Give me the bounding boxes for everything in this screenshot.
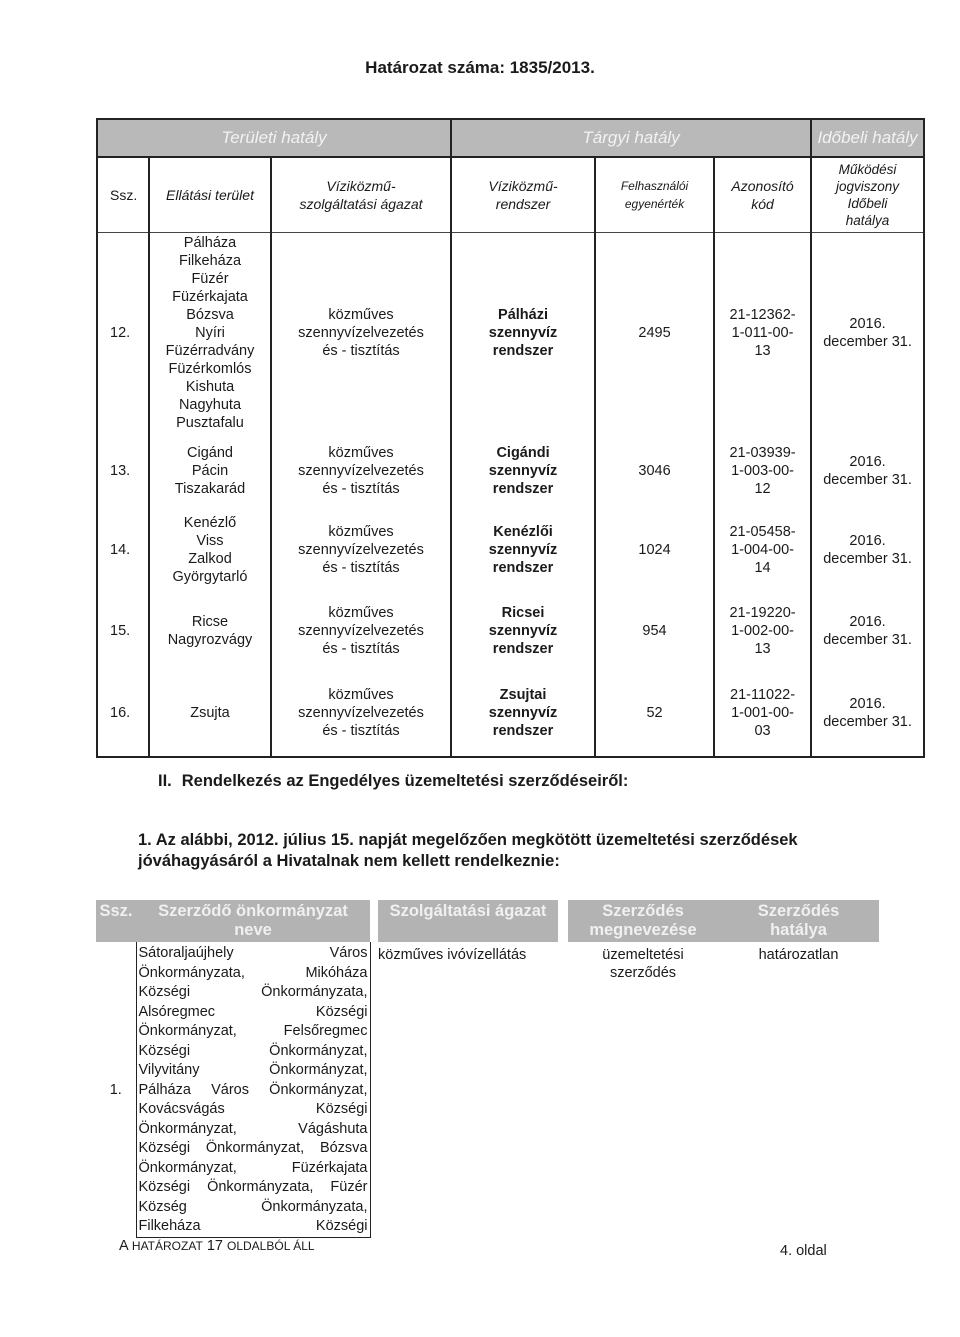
row-ssz: 13. (97, 433, 149, 509)
row-units: 2495 (595, 233, 714, 433)
section-number: II. (158, 772, 172, 790)
row-system: Kenézlői szennyvíz rendszer (451, 509, 595, 591)
row-areas: Pálháza Filkeháza Füzér Füzérkajata Bózsva Nyíri Füzérradvány Füzérkomlós Kishuta Nagyhuta Pusztafalu (149, 233, 271, 433)
table-row (96, 942, 879, 1237)
row-ssz: 16. (97, 671, 149, 757)
group-time: Időbeli hatály (811, 119, 924, 157)
row-sector: közműves szennyvízelvezetés és - tisztítás (271, 233, 451, 433)
row-date: 2016. december 31. (811, 509, 924, 591)
row-system: Cigándi szennyvíz rendszer (451, 433, 595, 509)
table-row (97, 509, 924, 591)
row-date: 2016. december 31. (811, 671, 924, 757)
row-date: 2016. december 31. (811, 591, 924, 671)
hdr-org: Szerződő önkormányzat neve (136, 900, 370, 942)
row-units: 52 (595, 671, 714, 757)
col-id-code: Azonosító kód (714, 157, 811, 233)
row-ssz: 15. (97, 591, 149, 671)
row-code: 21-03939- 1-003-00- 12 (714, 433, 811, 509)
row-units: 1024 (595, 509, 714, 591)
hdr-effect: Szerződés hatálya (718, 900, 879, 942)
decision-number-title: Határozat száma: 1835/2013. (365, 58, 595, 77)
row-system: Ricsei szennyvíz rendszer (451, 591, 595, 671)
row-units: 954 (595, 591, 714, 671)
row-sector: közműves ivóvízellátás (378, 947, 527, 963)
group-subject: Tárgyi hatály (451, 119, 811, 157)
contracts-header-row (96, 900, 879, 942)
row-code: 21-12362- 1-011-00- 13 (714, 233, 811, 433)
row-sector: közműves szennyvízelvezetés és - tisztítás (271, 591, 451, 671)
row-sector: közműves szennyvízelvezetés és - tisztítás (271, 671, 451, 757)
row-sector: közműves szennyvízelvezetés és - tisztítás (271, 433, 451, 509)
footer-page-count: A HATÁROZAT 17 OLDALBÓL ÁLL (119, 1238, 315, 1254)
row-ssz: 1. (109, 1081, 122, 1098)
section-title: Rendelkezés az Engedélyes üzemeltetési szerződéseiről: (181, 772, 629, 790)
table-row (97, 591, 924, 671)
hdr-ssz: Ssz. (96, 900, 136, 942)
col-user-equivalent: Felhasználói egyenérték (595, 157, 714, 233)
row-system: Zsujtai szennyvíz rendszer (451, 671, 595, 757)
group-header-row (97, 119, 924, 157)
table-row (97, 433, 924, 509)
hdr-sector: Szolgáltatási ágazat (378, 900, 558, 942)
column-header-row (97, 157, 924, 233)
contracts-table (96, 900, 879, 1238)
row-ssz: 12. (97, 233, 149, 433)
row-areas: Cigánd Pácin Tiszakarád (149, 433, 271, 509)
table-row (97, 671, 924, 757)
row-sector: közműves szennyvízelvezetés és - tisztítás (271, 509, 451, 591)
row-areas: Zsujta (149, 671, 271, 757)
row-contract: üzemeltetési szerződés (602, 947, 684, 981)
row-code: 21-19220- 1-002-00- 13 (714, 591, 811, 671)
row-areas: Kenézlő Viss Zalkod Györgytarló (149, 509, 271, 591)
row-effect: határozatlan (758, 947, 839, 963)
row-ssz: 14. (97, 509, 149, 591)
group-territorial: Területi hatály (97, 119, 451, 157)
col-time-effect: Működési jogviszony Időbeli hatálya (811, 157, 924, 233)
col-system: Víziközmű- rendszer (451, 157, 595, 233)
col-sector: Víziközmű- szolgáltatási ágazat (271, 157, 451, 233)
footer-page-number: 4. oldal (780, 1243, 827, 1259)
col-ssz: Ssz. (97, 157, 149, 233)
section-heading (158, 772, 628, 791)
row-code: 21-11022- 1-001-00- 03 (714, 671, 811, 757)
table-row (97, 233, 924, 433)
subsection-text: 1. Az alábbi, 2012. július 15. napját megelőzően megkötött üzemeltetési szerződések jóváhagyásáról a Hivatalnak nem kellett rendelkeznie: (138, 831, 798, 870)
row-code: 21-05458- 1-004-00- 14 (714, 509, 811, 591)
row-date: 2016. december 31. (811, 433, 924, 509)
col-area: Ellátási terület (149, 157, 271, 233)
row-org: Sátoraljaújhely Város Önkormányzata, Mikóháza Községi Önkormányzata, Alsóregmec Községi Önkormányzat, Felsőregmec Községi Önkormányzat, Vilyvitány Önkormányzat, Pálháza Város Önkormányzat, Kovácsvágás Községi Önkormányzat, Vágáshuta Községi Önkormányzat, Bózsva Önkormányzat, Füzérkajata Községi Önkormányzata, Füzér Község Önkormányzata, Filkeháza Községi (136, 942, 370, 1237)
row-units: 3046 (595, 433, 714, 509)
territorial-scope-table (96, 118, 925, 758)
row-system: Pálházi szennyvíz rendszer (451, 233, 595, 433)
hdr-contract: Szerződés megnevezése (568, 900, 718, 942)
row-areas: Ricse Nagyrozvágy (149, 591, 271, 671)
row-date: 2016. december 31. (811, 233, 924, 433)
